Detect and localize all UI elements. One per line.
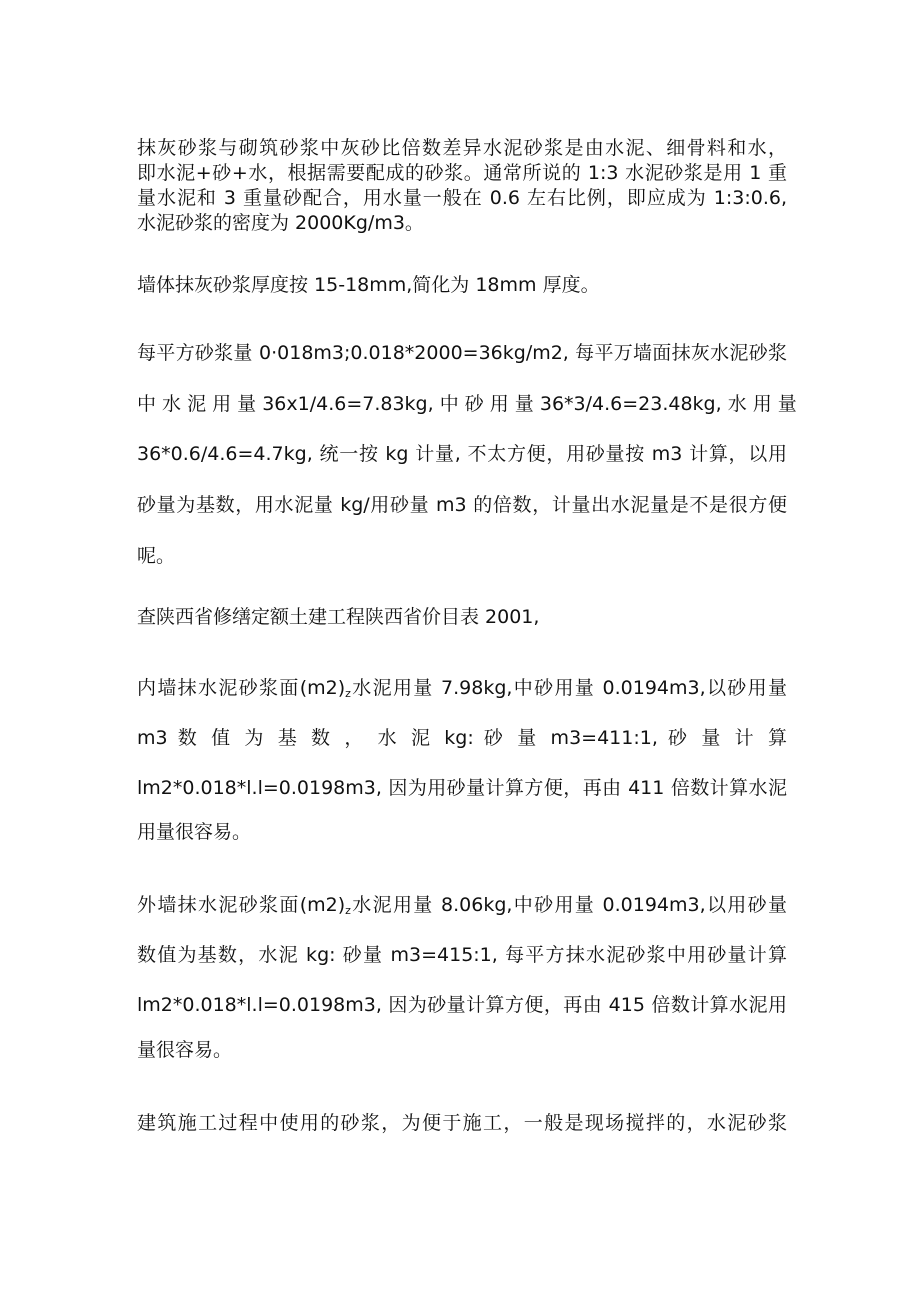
paragraph-1-line-1: 抹灰砂浆与砌筑砂浆中灰砂比倍数差异水泥砂浆是由水泥、细骨料和水，: [137, 137, 787, 159]
paragraph-6-line-1-start: 外墙抹水泥砂浆面(m2): [137, 894, 346, 916]
paragraph-6-line-3: lm2*0.018*l.l=0.0198m3, 因为砂量计算方便，再由 415 倍数计算水泥用: [137, 994, 787, 1016]
paragraph-3-line-3: 36*0.6/4.6=4.7kg, 统一按 kg 计量, 不太方便，用砂量按 m3 计算，以用: [137, 443, 787, 465]
paragraph-6-line-1-end: 水泥用量 8.06kg,中砂用量 0.0194m3,以用砂量: [350, 894, 787, 916]
paragraph-7-line-1: 建筑施工过程中使用的砂浆，为便于施工，一般是现场搅拌的，水泥砂浆: [137, 1112, 787, 1134]
paragraph-5-line-2: m3 数 值 为 基 数 ， 水 泥 kg: 砂 量 m3=411:1, 砂 量 计 算: [137, 727, 787, 749]
paragraph-3-line-5: 呢。: [137, 545, 176, 567]
paragraph-5-subscript: z: [345, 687, 351, 700]
paragraph-1-line-4: 水泥砂浆的密度为 2000Kg∕m3。: [137, 212, 424, 234]
paragraph-6-line-1: [137, 891, 787, 925]
paragraph-6-line-4: 量很容易。: [137, 1039, 233, 1061]
paragraph-3-line-2: 中 水 泥 用 量 36x1/4.6=7.83kg, 中 砂 用 量 36*3∕4.6=23.48kg, 水 用 量: [137, 393, 797, 415]
paragraph-2-line-1: 墙体抹灰砂浆厚度按 15-18mm,简化为 18mm 厚度。: [137, 274, 600, 296]
paragraph-5-line-1: [137, 674, 787, 708]
paragraph-3-line-4: 砂量为基数，用水泥量 kg/用砂量 m3 的倍数，计量出水泥量是不是很方便: [137, 494, 787, 516]
paragraph-6-subscript: z: [345, 904, 351, 917]
paragraph-1-line-3: 量水泥和 3 重量砂配合，用水量一般在 0.6 左右比例，即应成为 1:3:0.6,: [137, 187, 787, 209]
paragraph-5-line-1-start: 内墙抹水泥砂浆面(m2): [137, 677, 346, 699]
paragraph-3-line-1: 每平方砂浆量 0·018m3;0.018*2000=36kg∕m2, 每平万墙面抹灰水泥砂浆: [137, 342, 787, 364]
paragraph-5-line-4: 用量很容易。: [137, 821, 252, 843]
paragraph-4-line-1: 查陕西省修缮定额土建工程陕西省价目表 2001,: [137, 606, 540, 628]
paragraph-6-line-2: 数值为基数，水泥 kg: 砂量 m3=415:1, 每平方抹水泥砂浆中用砂量计算: [137, 944, 787, 966]
paragraph-5-line-3: lm2*0.018*l.l=0.0198m3, 因为用砂量计算方便，再由 411 倍数计算水泥: [137, 777, 787, 799]
paragraph-5-line-1-end: 水泥用量 7.98kg,中砂用量 0.0194m3,以砂用量: [350, 677, 787, 699]
paragraph-1-line-2: 即水泥+砂+水，根据需要配成的砂浆。通常所说的 1:3 水泥砂浆是用 1 重: [137, 162, 787, 184]
